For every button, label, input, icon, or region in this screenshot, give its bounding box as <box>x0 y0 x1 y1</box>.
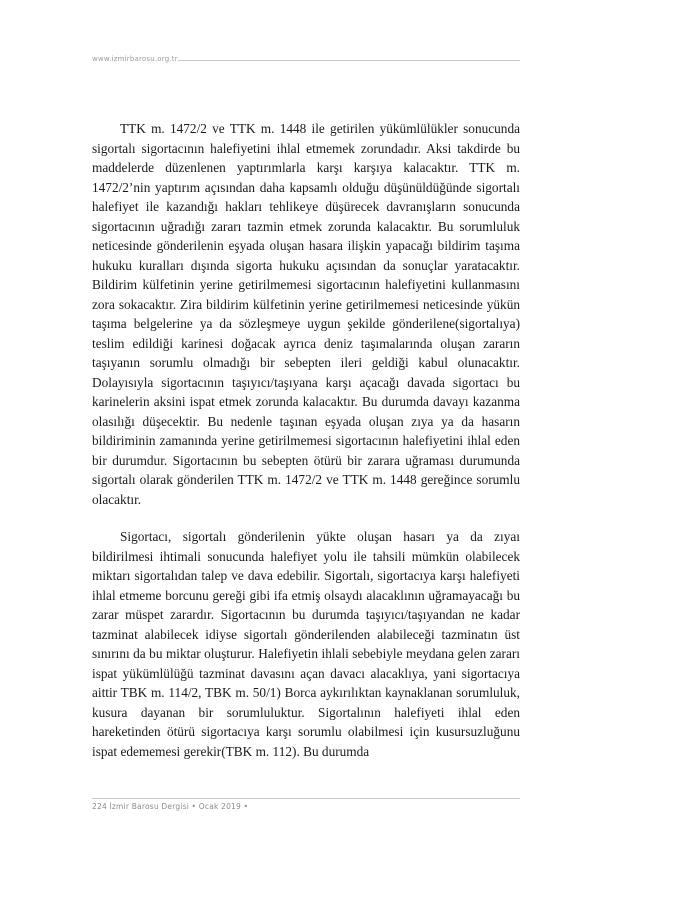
paragraph-1: TTK m. 1472/2 ve TTK m. 1448 ile getirilen yükümlülükler sonucunda sigortalı sigortacının halefiyetini ihlal etmemek zorundadır. Aksi takdirde bu maddelerde düzenlenen yaptırımlarla karşı karşıya kalacaktır. TTK m. 1472/2’nin yaptırım açısından daha kapsamlı olduğu düşünüldüğünde sigortalı halefiyet ile kazandığı hakları tehlikeye düşürecek davranışların sonucunda sigortacının uğradığı zararı tazmin etmek zorunda kalacaktır. Bu sorumluluk neticesinde gönderilenin eşyada oluşan hasara ilişkin yapacağı bildirim taşıma hukuku kuralları dışında sigorta hukuku açısından da sonuçlar yaratacaktır. Bildirim külfetinin yerine getirilmemesi sigortacının halefiyetini kullanmasını zora sokacaktır. Zira bildirim külfetinin yerine getirilmemesi neticesinde yükün taşıma belgelerine ya da sözleşmeye uygun şekilde gönderilene(sigortalıya) teslim edildiği karinesi doğacak ayrıca deniz taşımalarında oluşan zararın taşıyanın sorumlu olmadığı bir sebepten ileri geldiği kabul olunacaktır. Dolayısıyla sigortacının taşıyıcı/taşıyana karşı açacağı davada sigortacı bu karinelerin aksini ispat etmek zorunda kalacaktır. Bu durumda davayı kazanma olasılığı düşecektir. Bu nedenle taşınan eşyada oluşan zıya ya da hasarın bildiriminin zamanında yerine getirilmemesi sigortacının halefiyetini ihlal eden bir durumdur. Sigortacının bu sebepten ötürü bir zarara uğraması durumunda sigortalı olarak gönderilen TTK m. 1472/2 ve TTK m. 1448 gereğince sorumlu olacaktır. <box>92 121 520 507</box>
header-url: www.izmirbarosu.org.tr <box>92 55 178 63</box>
footer-text: 224 İzmir Barosu Dergisi • Ocak 2019 • <box>92 802 249 811</box>
footer-rule <box>92 798 520 799</box>
paragraph-2: Sigortacı, sigortalı gönderilenin yükte oluşan hasarı ya da zıyaı bildirilmesi ihtimali sonucunda halefiyet yolu ile tahsili mümkün olabilecek miktarı sigortalıdan talep ve dava edebilir. Sigortalı, sigortacıya karşı halefiyeti ihlal etmeme borcunu gereği gibi ifa etmiş olsaydı alacaklının uğramayacağı bu zarar müspet zarardır. Sigortacının bu durumda taşıyıcı/taşıyandan ne kadar tazminat alabilecek idiyse sigortalı gönderilenden alabileceği tazminatın üst sınırını da bu miktar oluşturur. Halefiyetin ihlali sebebiyle meydana gelen zararı ispat yükümlülüğü tazminat davasını açan davacı alacaklıya, yani sigortacıya aittir TBK m. 114/2, TBK m. 50/1) Borca aykırılıktan kaynaklanan sorumluluk, kusura dayanan bir sorumluluktur. Sigortalının halefiyeti ihlal eden hareketinden ötürü sigortacıya karşı sorumlu olabilmesi için kusursuzluğunu ispat edememesi gerekir(TBK m. 112). Bu durumda <box>92 529 520 759</box>
header-rule <box>178 60 520 61</box>
body-text <box>92 119 520 761</box>
page-header <box>92 53 520 67</box>
page-footer <box>92 798 520 812</box>
